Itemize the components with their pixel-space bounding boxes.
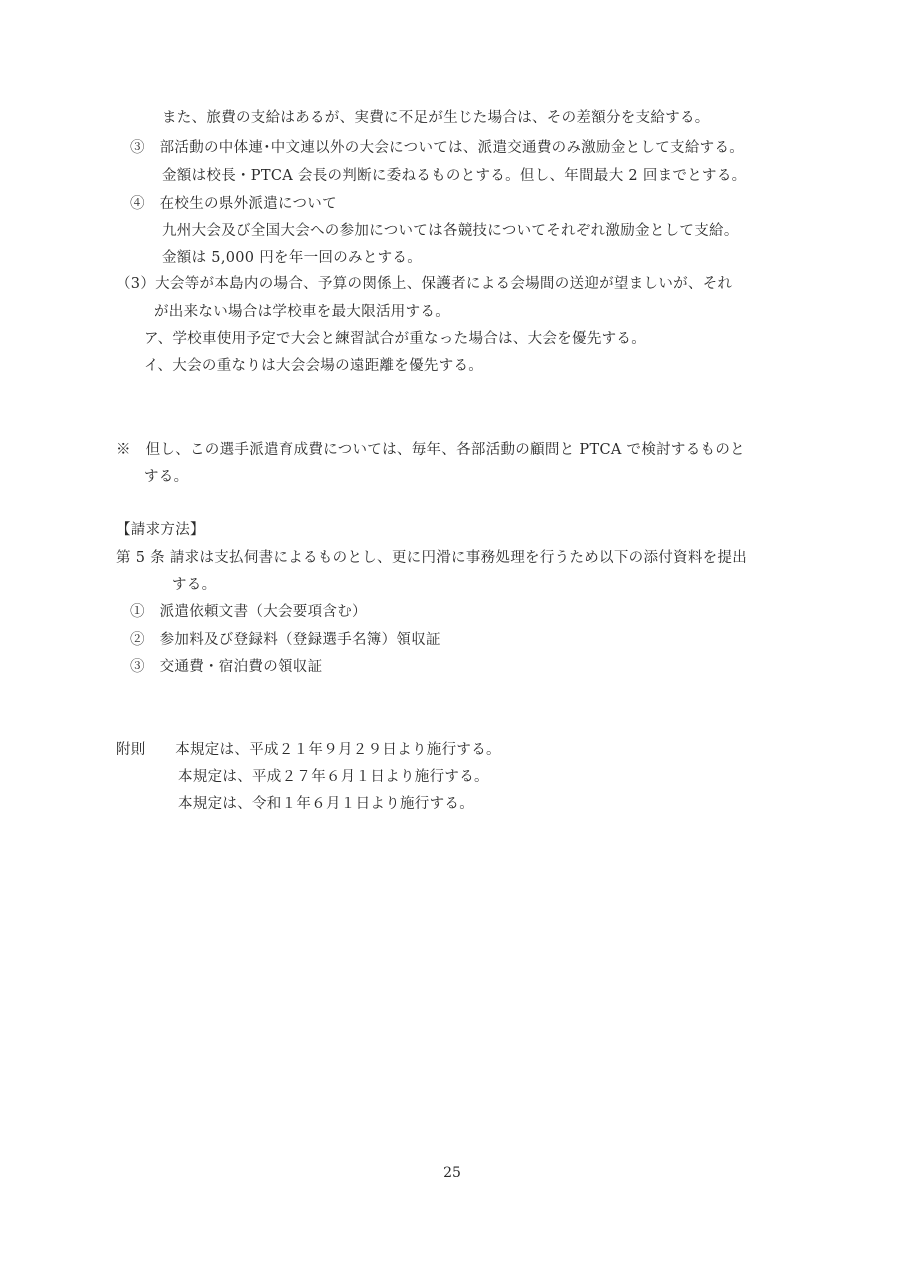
text-line: が出来ない場合は学校車を最大限活用する。 [154, 304, 450, 320]
text-line: する。 [144, 469, 189, 485]
list-item: ④ 在校生の県外派遣について [130, 196, 337, 212]
sub-item: ア、学校車使用予定で大会と練習試合が重なった場合は、大会を優先する。 [144, 331, 647, 347]
text-line: 九州大会及び全国大会への参加については各競技についてそれぞれ激励金として支給。 [162, 223, 739, 239]
supplementary-provision: 附則 本規定は、平成２１年９月２９日より施行する。 [116, 742, 501, 758]
page-number: 25 [443, 1165, 461, 1181]
article-line: 第 5 条 請求は支払伺書によるものとし、更に円滑に事務処理を行うため以下の添付資料を提出 [116, 550, 748, 566]
list-item: ③ 交通費・宿泊費の領収証 [130, 659, 323, 675]
sub-item: イ、大会の重なりは大会会場の遠距離を優先する。 [144, 358, 484, 374]
list-item: ③ 部活動の中体連･中文連以外の大会については、派遣交通費のみ激励金として支給する。 [130, 140, 745, 156]
text-line: 金額は校長・PTCA 会長の判断に委ねるものとする。但し、年間最大 2 回までとする。 [162, 168, 747, 184]
section-heading: 【請求方法】 [116, 522, 205, 538]
list-item: ① 派遣依頼文書（大会要項含む） [130, 604, 367, 620]
section-item: （3）大会等が本島内の場合、予算の関係上、保護者による会場間の送迎が望ましいが、それ [116, 276, 733, 292]
note-line: ※ 但し、この選手派遣育成費については、毎年、各部活動の顧問と PTCA で検討するものと [116, 442, 745, 458]
text-line: また、旅費の支給はあるが、実費に不足が生じた場合は、その差額分を支給する。 [162, 110, 710, 126]
text-line: 本規定は、平成２７年６月１日より施行する。 [178, 769, 489, 785]
list-item: ② 参加料及び登録料（登録選手名簿）領収証 [130, 632, 441, 648]
text-line: 本規定は、令和１年６月１日より施行する。 [178, 796, 474, 812]
text-line: する。 [172, 577, 217, 593]
text-line: 金額は 5,000 円を年一回のみとする。 [162, 250, 423, 266]
